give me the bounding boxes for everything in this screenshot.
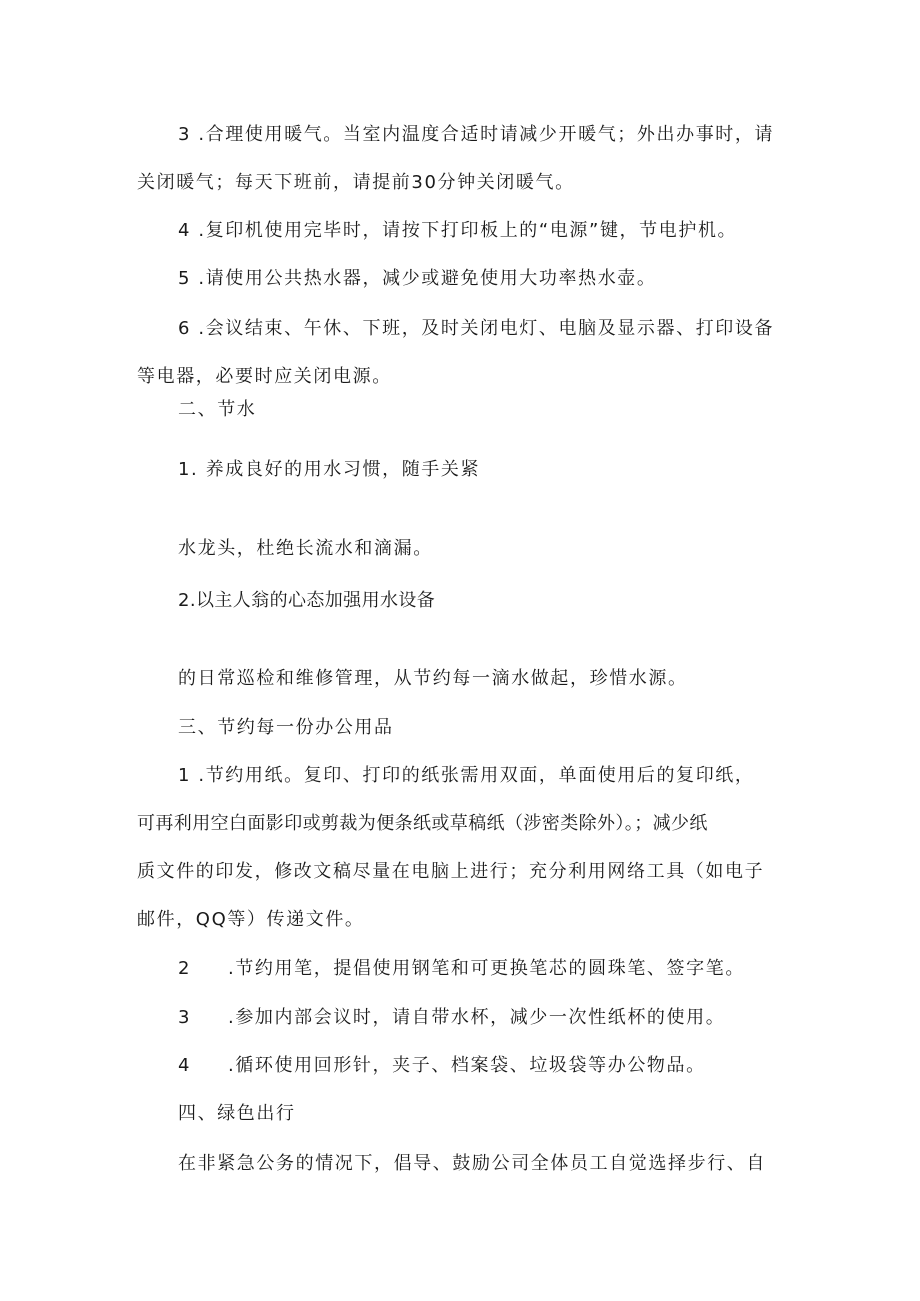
list-number-pen: 2: [178, 958, 190, 979]
paragraph-heating-line2: 关闭暖气；每天下班前，请提前30分钟关闭暖气。: [137, 172, 575, 193]
paragraph-water-equipment-line1: 2.以主人翁的心态加强用水设备: [178, 590, 436, 611]
paragraph-water-habit-line1: 1. 养成良好的用水习惯，随手关紧: [178, 459, 481, 480]
paragraph-power-off-line1: 6 .会议结束、午休、下班，及时关闭电灯、电脑及显示器、打印设备: [178, 318, 775, 339]
paragraph-paper-line4: 邮件，QQ等）传递文件。: [137, 909, 365, 930]
paragraph-water-habit-line2: 水龙头，杜绝长流水和滴漏。: [178, 538, 433, 559]
paragraph-green-travel-line1: 在非紧急公务的情况下，倡导、鼓励公司全体员工自觉选择步行、自: [178, 1153, 766, 1174]
section-heading-green-travel: 四、绿色出行: [178, 1103, 296, 1124]
paragraph-paper-line3: 质文件的印发，修改文稿尽量在电脑上进行；充分利用网络工具（如电子: [137, 861, 765, 882]
paragraph-heating-line1: 3 .合理使用暖气。当室内温度合适时请减少开暖气；外出办事时，请: [178, 124, 775, 145]
paragraph-copier: 4 .复印机使用完毕时，请按下打印板上的“电源”键，节电护机。: [178, 220, 738, 241]
paragraph-water-equipment-line2: 的日常巡检和维修管理，从节约每一滴水做起，珍惜水源。: [178, 668, 688, 689]
section-heading-water: 二、节水: [178, 399, 257, 420]
paragraph-power-off-line2: 等电器，必要时应关闭电源。: [137, 366, 392, 387]
paragraph-recycle: .循环使用回形针，夹子、档案袋、垃圾袋等办公物品。: [228, 1055, 706, 1076]
paragraph-cup: .参加内部会议时，请自带水杯，减少一次性纸杯的使用。: [228, 1007, 726, 1028]
section-heading-office-supplies: 三、节约每一份办公用品: [178, 717, 394, 738]
paragraph-pen: .节约用笔，提倡使用钢笔和可更换笔芯的圆珠笔、签字笔。: [228, 958, 745, 979]
list-number-recycle: 4: [178, 1055, 190, 1076]
paragraph-paper-line2: 可再利用空白面影印或剪裁为便条纸或草稿纸（涉密类除外）。；减少纸: [137, 813, 708, 834]
list-number-cup: 3: [178, 1007, 190, 1028]
paragraph-paper-line1: 1 .节约用纸。复印、打印的纸张需用双面，单面使用后的复印纸，: [178, 765, 755, 786]
paragraph-water-heater: 5 .请使用公共热水器，减少或避免使用大功率热水壶。: [178, 268, 657, 289]
